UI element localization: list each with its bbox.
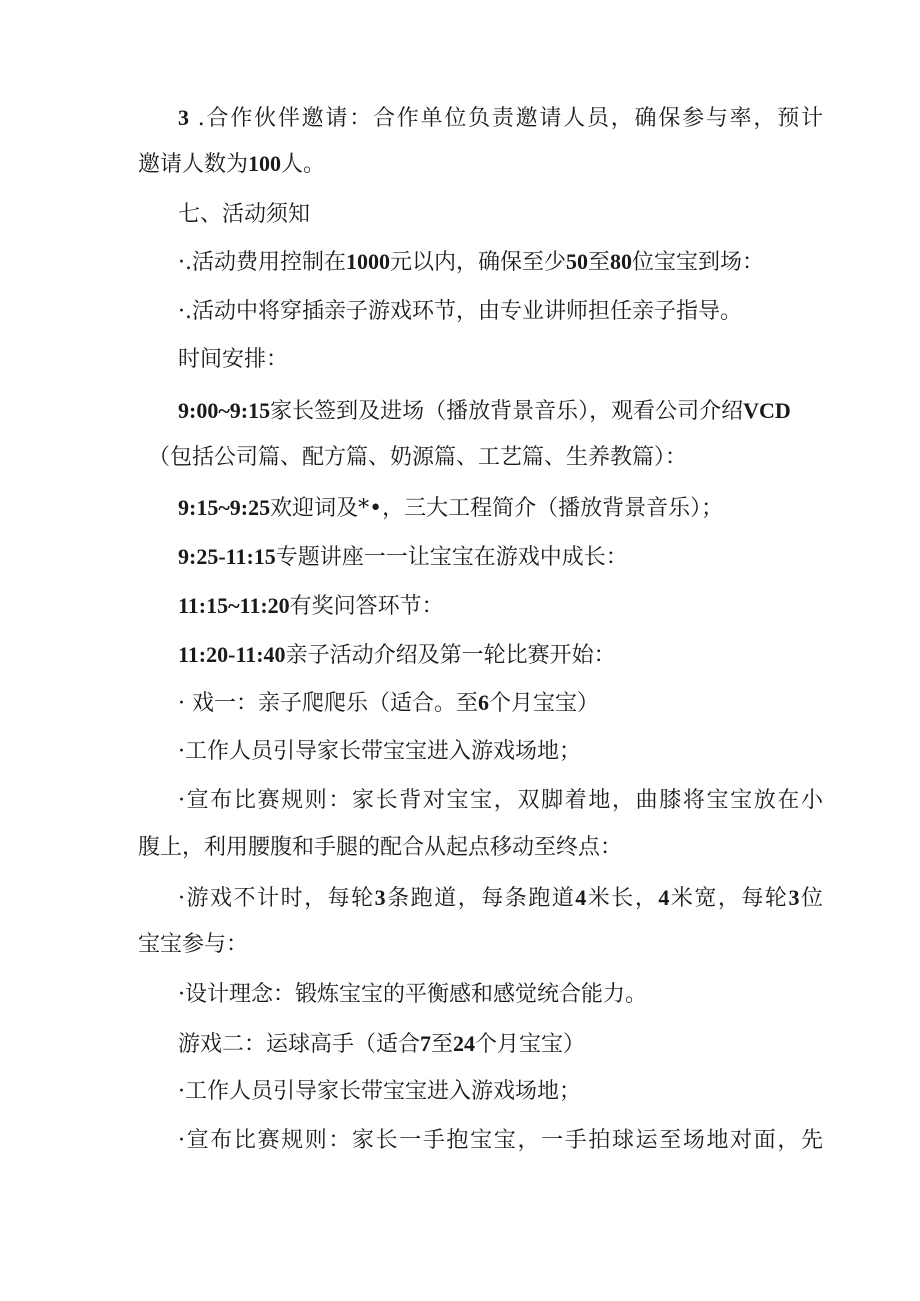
schedule-item-3 [178, 542, 628, 573]
paragraph-text: 人。 [281, 152, 326, 177]
schedule-title: 时间安排： [178, 347, 289, 372]
game-title-text: 个月宝宝） [475, 1032, 586, 1057]
time-range: 9:00~9:15 [178, 398, 271, 423]
lane-count: 3 [374, 885, 386, 910]
schedule-text: 欢迎词及*•，三大工程简介（播放背景音乐）； [270, 496, 724, 521]
game-title-text: 至 [431, 1032, 454, 1057]
schedule-item-4 [178, 591, 444, 622]
paragraph-text: 米长， [586, 886, 659, 911]
game1-bullet-2-line-2: 腹上，利用腰腹和手腿的配合从起点移动至终点： [138, 835, 623, 860]
paragraph-text: 元以内，确保至少 [390, 250, 567, 275]
lane-width: 4 [658, 885, 670, 910]
schedule-text: VCD [743, 398, 791, 423]
game1-bullet-4: ·设计理念：锻炼宝宝的平衡感和感觉统合能力。 [178, 982, 647, 1007]
age-limit: 6 [478, 690, 489, 715]
paragraph-text: 米宽，每轮 [669, 886, 789, 911]
paragraph-text: .合作伙伴邀请：合作单位负责邀请人员，确保参与率，预计 [189, 106, 823, 131]
paragraph-text: 条跑道，每条跑道 [385, 886, 576, 911]
schedule-text: 专题讲座一一让宝宝在游戏中成长： [275, 545, 628, 570]
game-title-text: 游戏二：运球高手（适合 [178, 1032, 421, 1057]
lane-length: 4 [575, 885, 587, 910]
budget-amount: 1000 [346, 249, 390, 274]
time-range: 11:15~11:20 [178, 593, 290, 618]
babies-per-round: 3 [788, 885, 800, 910]
paragraph-text: ·.活动费用控制在 [178, 250, 346, 275]
paragraph-text: 位 [799, 886, 823, 911]
item-number: 3 [178, 105, 189, 130]
partner-invite-line-1 [178, 103, 823, 134]
schedule-item-5 [178, 640, 616, 671]
notice-bullet-1 [178, 247, 764, 278]
notice-bullet-2: ·.活动中将穿插亲子游戏环节，由专业讲师担任亲子指导。 [178, 299, 742, 324]
schedule-text: 亲子活动介绍及第一轮比赛开始： [285, 643, 616, 668]
paragraph-text: 位宝宝到场： [632, 250, 765, 275]
game1-bullet-3-line-1 [178, 883, 823, 914]
section-heading: 七、活动须知 [178, 202, 311, 227]
game1-bullet-3-line-2: 宝宝参与： [138, 932, 249, 957]
game2-bullet-2: ·宣布比赛规则：家长一手抱宝宝，一手拍球运至场地对面，先 [178, 1128, 823, 1153]
age-min: 7 [420, 1031, 432, 1056]
paragraph-text: 至 [588, 250, 611, 275]
schedule-item-1-cont: （包括公司篇、配方篇、奶源篇、工艺篇、生养教篇）： [148, 445, 688, 470]
invite-count: 100 [248, 151, 282, 176]
game-title-text: · 戏一：亲子爬爬乐（适合。至 [178, 691, 478, 716]
schedule-item-2 [178, 493, 723, 524]
partner-invite-line-2 [138, 149, 325, 180]
game2-bullet-1: ·工作人员引导家长带宝宝进入游戏场地； [178, 1079, 581, 1104]
game-title-text: 个月宝宝） [489, 691, 600, 716]
schedule-text: 有奖问答环节： [289, 594, 444, 619]
game2-title [178, 1029, 585, 1060]
paragraph-text: ·游戏不计时，每轮 [178, 886, 375, 911]
schedule-item-1 [178, 396, 791, 427]
time-range: 9:25-11:15 [178, 544, 276, 569]
max-babies: 80 [610, 249, 633, 274]
min-babies: 50 [566, 249, 589, 274]
paragraph-text: 邀请人数为 [138, 152, 249, 177]
schedule-text: 家长签到及进场（播放背景音乐），观看公司介绍 [270, 399, 744, 424]
time-range: 9:15~9:25 [178, 495, 271, 520]
time-range: 11:20-11:40 [178, 642, 286, 667]
game1-bullet-1: ·工作人员引导家长带宝宝进入游戏场地； [178, 739, 581, 764]
game1-title [178, 688, 599, 719]
age-max: 24 [453, 1031, 476, 1056]
game1-bullet-2-line-1: ·宣布比赛规则：家长背对宝宝，双脚着地，曲膝将宝宝放在小 [178, 788, 823, 813]
